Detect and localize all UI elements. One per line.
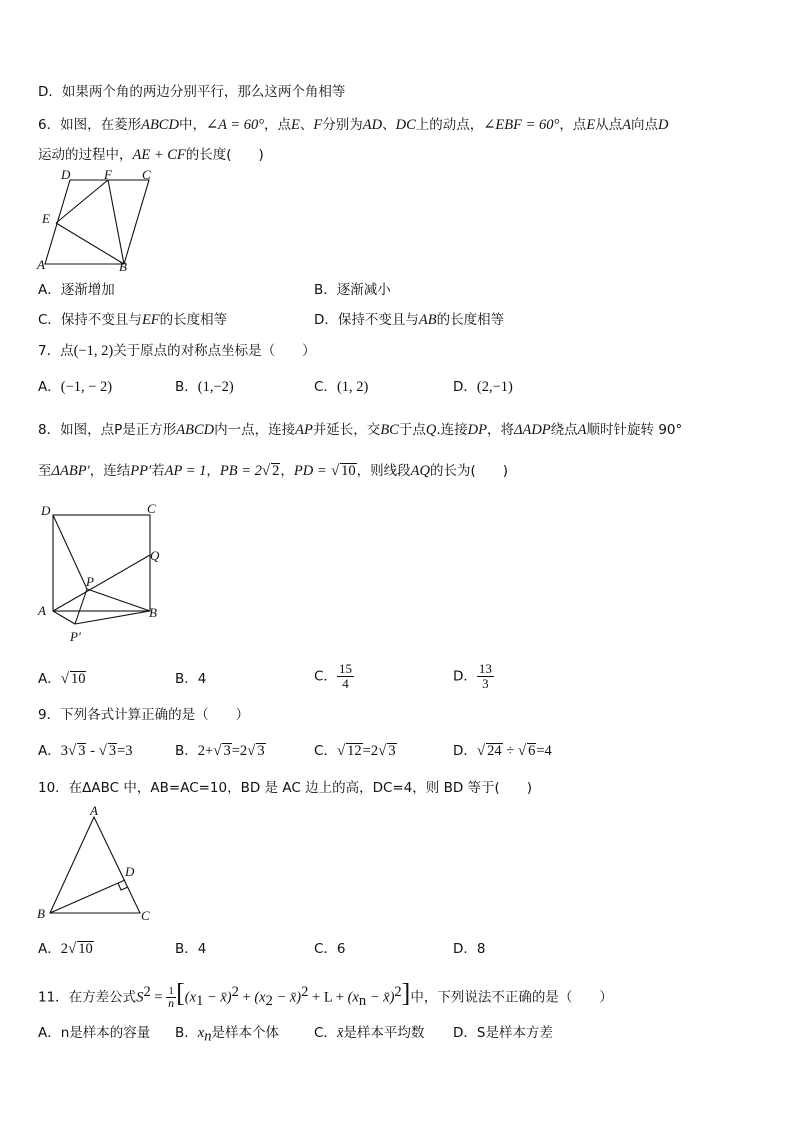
- text: 关于原点的对称点坐标是（ ）: [113, 343, 316, 359]
- math: (−1, 2): [73, 343, 114, 359]
- radicand: 3: [108, 743, 117, 759]
- text: ，点: [559, 117, 587, 133]
- math: (−1, − 2): [60, 379, 113, 395]
- q8-square-figure: [34, 500, 169, 650]
- label-b: B: [37, 906, 45, 921]
- q11-option-b: [175, 1024, 279, 1046]
- math: n: [358, 993, 367, 1010]
- math: n: [204, 1028, 212, 1045]
- q10-option-a: A．2√ 10: [38, 941, 93, 957]
- math: x: [197, 1025, 205, 1041]
- label-p: P: [86, 574, 94, 589]
- math: ∠EBF = 60°: [483, 117, 560, 133]
- q6-stem-line2: [38, 146, 264, 164]
- math: S: [136, 989, 144, 1006]
- radicand: 12: [347, 743, 362, 759]
- math: E: [586, 117, 596, 133]
- fraction: $\frac{1}{n}$: [168, 985, 175, 1010]
- text: D．保持不变且与: [314, 312, 419, 328]
- text: 的长为( ): [430, 463, 509, 479]
- math: AE + CF: [132, 147, 186, 163]
- math: +: [238, 989, 255, 1006]
- text: 6．如图，在菱形: [38, 117, 142, 133]
- text: ，将: [486, 422, 514, 438]
- q8-stem-line1: [38, 421, 682, 439]
- text: 绕点: [550, 422, 578, 438]
- math: (x: [254, 989, 266, 1006]
- text: 中，下列说法不正确的是（ ）: [410, 989, 613, 1006]
- text: 上的动点，: [415, 117, 484, 133]
- label-f: F: [104, 167, 112, 182]
- q11-option-c: [314, 1024, 424, 1042]
- label-d: D: [125, 864, 135, 879]
- label: C．: [314, 743, 337, 759]
- rhombus-outline: [45, 180, 149, 264]
- math: + L +: [308, 989, 348, 1006]
- math: =4: [536, 743, 552, 759]
- text: 向点: [631, 117, 659, 133]
- text: ，连结: [89, 463, 131, 479]
- segment-aq: [53, 555, 150, 611]
- q6-rhombus-figure: [34, 165, 164, 275]
- math: =: [150, 989, 167, 1006]
- altitude-bd: [50, 880, 125, 913]
- math: 2: [60, 941, 68, 957]
- text: ，点: [264, 117, 292, 133]
- text: 是样本个体: [211, 1025, 279, 1041]
- q11-stem: 11．在方差公式$S^2$ = $\frac{1}{n}$ [($x_1$ − x̄)$^2$ + ($x_2$ − x̄)$^2$ + $L + (x_n$ − x̄)$^2$]中，下列说法不正确的是（ ）: [38, 978, 613, 1010]
- text: 分别为: [322, 117, 363, 133]
- math: 1: [196, 993, 204, 1010]
- math: ABCD: [176, 422, 215, 438]
- q7-option-a: [38, 378, 112, 396]
- label-c: C: [141, 908, 150, 923]
- math: PD =: [293, 463, 327, 479]
- segment-dp: [53, 515, 87, 589]
- math: =2: [362, 743, 379, 759]
- math: BC: [380, 422, 399, 438]
- q9-option-b: B．2+√ 3=2√ 3: [175, 743, 265, 759]
- text: 是样本平均数: [343, 1025, 425, 1041]
- math: − x̄): [272, 989, 302, 1006]
- label: C．: [314, 1025, 337, 1041]
- label-a: A: [38, 603, 46, 618]
- q7-option-d: [453, 378, 513, 396]
- q6-stem-line1: [38, 116, 669, 134]
- text: ，: [280, 463, 294, 479]
- q10-stem: 10．在ΔABC 中，AB=AC=10，BD 是 AC 边上的高，DC=4，则 BD 等于( ): [38, 780, 533, 796]
- q8-stem-line2: 至ΔABP′，连结PP′若AP = 1，PB = 2√ 2，PD = √ 10，则线段AQ的长为( ): [38, 463, 509, 479]
- label: D．: [453, 743, 477, 759]
- label-e: E: [42, 211, 50, 226]
- label-d: D: [61, 167, 71, 182]
- text: C．保持不变且与: [38, 312, 142, 328]
- radicand: 10: [78, 941, 93, 957]
- label: A．: [38, 379, 61, 395]
- math: EF: [141, 312, 160, 328]
- text: .连接: [436, 422, 468, 438]
- label: B．: [175, 1025, 198, 1041]
- text: 运动的过程中，: [38, 147, 133, 163]
- label-c: C: [142, 167, 151, 182]
- q9-option-c: C．√ 12=2√ 3: [314, 743, 396, 759]
- math: x̄: [336, 1025, 344, 1041]
- fraction: $\frac{13}{3}$: [478, 661, 492, 691]
- math: AD: [362, 117, 383, 133]
- q10-option-d: D．8: [453, 941, 486, 957]
- fraction: $\frac{15}{4}$: [338, 661, 352, 691]
- q6-option-b: B．逐渐减小: [314, 282, 391, 298]
- math: 2: [143, 984, 151, 1000]
- math: − x̄): [203, 989, 232, 1006]
- math: 2: [301, 984, 309, 1000]
- q11-option-a: A．n是样本的容量: [38, 1025, 151, 1041]
- text: 若: [151, 463, 165, 479]
- radicand: 24: [487, 743, 502, 759]
- text: 、: [382, 117, 396, 133]
- label: B．: [175, 743, 198, 759]
- math: ÷: [502, 743, 518, 759]
- math: AP = 1: [164, 463, 207, 479]
- math: ABCD: [141, 117, 179, 133]
- segment-p2b: [75, 611, 150, 624]
- label: C．: [314, 668, 337, 685]
- label-c: C: [147, 501, 156, 516]
- text: 7．点: [38, 343, 74, 359]
- q10-triangle-figure: [34, 803, 159, 928]
- math: (2,−1): [476, 379, 513, 395]
- radicand: 3: [223, 743, 231, 759]
- label: B．: [175, 379, 198, 395]
- q8-option-d: [453, 662, 494, 691]
- radicand: 3: [257, 743, 265, 759]
- q9-stem: 9．下列各式计算正确的是（ ）: [38, 707, 250, 723]
- radicand: 3: [78, 743, 86, 759]
- label: C．: [314, 379, 337, 395]
- segment-pb: [87, 589, 150, 611]
- label-a: A: [90, 803, 98, 818]
- label: A．: [38, 941, 61, 957]
- text: ，: [206, 463, 220, 479]
- math: DP: [467, 422, 487, 438]
- q7-option-b: [175, 378, 234, 396]
- q6-option-d: [314, 311, 504, 329]
- label-p-prime: P′: [70, 629, 81, 644]
- math: − x̄): [366, 989, 395, 1006]
- math: E: [291, 117, 300, 133]
- math: A: [577, 422, 587, 438]
- radicand: 6: [528, 743, 536, 759]
- math: (1,−2): [197, 379, 234, 395]
- q7-option-c: [314, 378, 368, 396]
- label-b: B: [149, 605, 157, 620]
- q8-option-b: B．4: [175, 671, 207, 687]
- q8-option-a: A．√ 10: [38, 671, 86, 687]
- q5-option-d: D．如果两个角的两边分别平行，那么这两个角相等: [38, 84, 346, 100]
- math: ΔADP: [513, 422, 551, 438]
- math: -: [86, 743, 99, 759]
- text: 至: [38, 463, 52, 479]
- q10-option-c: C．6: [314, 941, 346, 957]
- math: 2: [394, 984, 402, 1000]
- q10-option-b: B．4: [175, 941, 207, 957]
- text: 的长度相等: [436, 312, 505, 328]
- math: Q: [425, 422, 437, 438]
- text: 的长度( ): [185, 147, 264, 163]
- math: (x: [184, 989, 197, 1006]
- radicand: 3: [388, 743, 396, 759]
- math: 2: [265, 993, 273, 1010]
- label: A．: [38, 743, 61, 759]
- text: 、: [299, 117, 314, 133]
- math: PP′: [130, 463, 152, 479]
- math: AB: [418, 312, 437, 328]
- radicand: 10: [341, 463, 356, 479]
- label-d: D: [41, 503, 51, 518]
- q7-stem: [38, 342, 316, 360]
- math: =2: [231, 743, 248, 759]
- math: 2+: [197, 743, 214, 759]
- segment-ap2: [53, 611, 75, 624]
- radicand: 2: [272, 463, 280, 479]
- label: D．: [453, 379, 477, 395]
- q8-option-c: [314, 662, 354, 691]
- q6-option-c: [38, 311, 227, 329]
- text: 于点: [398, 422, 426, 438]
- radicand: 10: [70, 671, 86, 687]
- text: 内一点，连接: [214, 422, 296, 438]
- math: AQ: [410, 463, 431, 479]
- math: 2: [231, 984, 239, 1000]
- text: ，则线段: [356, 463, 411, 479]
- text: 的长度相等: [159, 312, 228, 328]
- math: F: [313, 117, 323, 133]
- math: AP: [295, 422, 313, 438]
- label-q: Q: [150, 548, 160, 563]
- q11-option-d: D．S是样本方差: [453, 1025, 553, 1041]
- segment-eb: [56, 223, 124, 264]
- math: 3: [60, 743, 68, 759]
- text: 8．如图，点P是正方形: [38, 422, 177, 438]
- math: (x: [347, 989, 359, 1006]
- label-a: A: [37, 257, 45, 272]
- math: DC: [395, 117, 416, 133]
- q6-option-a: A．逐渐增加: [38, 282, 115, 298]
- q9-option-a: A．3√ 3 - √ 3=3: [38, 743, 133, 759]
- label: D．: [453, 668, 477, 685]
- math: PB = 2: [219, 463, 262, 479]
- text: 从点: [595, 117, 623, 133]
- text: 11．在方差公式: [38, 989, 137, 1006]
- text: 中，: [178, 117, 206, 133]
- math: =3: [117, 743, 133, 759]
- text: 顺时针旋转 90°: [586, 422, 683, 438]
- math: D: [658, 117, 669, 133]
- segment-fb: [108, 180, 124, 264]
- label-b: B: [119, 259, 127, 274]
- math: ∠A = 60°: [205, 117, 265, 133]
- text: 并延长，交: [312, 422, 381, 438]
- math: ΔABP′: [51, 463, 90, 479]
- q9-option-d: D．√ 24 ÷ √ 6=4: [453, 743, 552, 759]
- math: (1, 2): [336, 379, 369, 395]
- math: A: [622, 117, 632, 133]
- label: A．: [38, 671, 61, 687]
